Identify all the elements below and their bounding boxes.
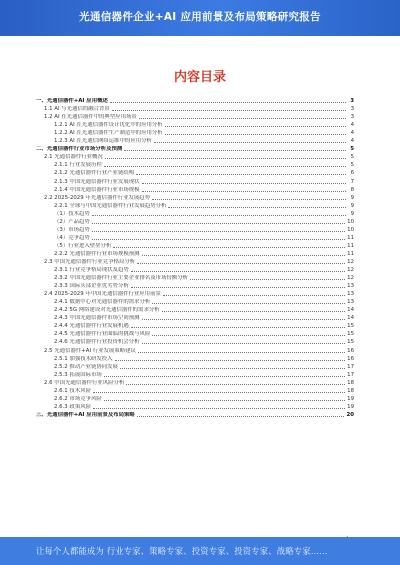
toc-entry[interactable] — [36, 330, 354, 338]
toc-entry-page: 5 — [350, 162, 354, 169]
toc-entry-page: 4 — [350, 122, 354, 129]
toc-entry[interactable] — [36, 411, 354, 419]
toc-entry[interactable] — [36, 129, 354, 137]
toc-entry-page: 15 — [347, 331, 354, 338]
toc-entry-page: 11 — [347, 250, 354, 257]
toc-entry-label: 2.4.3 中国光通信器件市场空间预测 — [54, 315, 140, 322]
toc-entry[interactable] — [36, 161, 354, 169]
toc-entry-page: 3 — [350, 114, 354, 121]
toc-leader-dots — [139, 117, 346, 119]
toc-entry-label: （3）市场趋势 — [54, 226, 90, 233]
toc-entry-label: 1.1 AI 与光通信的融合背景 — [44, 106, 110, 113]
toc-leader-dots — [105, 157, 346, 159]
toc-entry-page: 18 — [347, 379, 354, 386]
toc-entry[interactable] — [36, 395, 354, 403]
toc-leader-dots — [93, 407, 345, 409]
toc-entry[interactable] — [36, 282, 354, 290]
toc-entry-page: 14 — [347, 315, 354, 322]
toc-entry[interactable] — [36, 322, 354, 330]
toc-entry-page: 3 — [350, 106, 354, 113]
report-header-banner — [0, 0, 400, 36]
toc-entry-label: 1.2.1 AI 在光通信器件设计优化中的应用分析 — [54, 122, 163, 129]
toc-entry-page: 17 — [347, 363, 354, 370]
toc-entry[interactable] — [36, 186, 354, 194]
toc-entry-page: 12 — [347, 267, 354, 274]
toc-entry-label: 2.4 2025-2029 年中国光通信器件行业应用前景 — [44, 291, 161, 298]
toc-entry-page: 9 — [350, 202, 354, 209]
toc-entry[interactable] — [36, 403, 354, 411]
toc-leader-dots — [142, 342, 346, 344]
toc-entry-label: 2.1.1 行业发展历程 — [54, 162, 102, 169]
toc-entry-page: 5 — [350, 154, 354, 161]
toc-leader-dots — [92, 222, 345, 224]
toc-entry[interactable] — [36, 145, 354, 153]
toc-entry-label: 一、光通信器件+AI 应用概述 — [36, 98, 108, 105]
toc-entry-label: 三、光通信器件+AI 应用前景及布局策略 — [36, 411, 135, 418]
toc-entry[interactable] — [36, 290, 354, 298]
toc-entry-label: 1.2 AI 在光通信器件中的典型应用场景 — [44, 114, 137, 121]
toc-leader-dots — [92, 238, 345, 240]
toc-leader-dots — [115, 359, 346, 361]
toc-leader-dots — [136, 173, 346, 175]
toc-leader-dots — [142, 182, 346, 184]
toc-entry-page: 14 — [347, 307, 354, 314]
toc-entry[interactable] — [36, 314, 354, 322]
toc-entry-label: 2.3.3 国际头部企业优劣势分析 — [54, 283, 129, 290]
toc-entry-page: 4 — [350, 130, 354, 137]
toc-entry[interactable] — [36, 234, 354, 242]
toc-entry-label: 2.3 中国光通信器件行业竞争格局分析 — [44, 258, 136, 265]
toc-entry-page: 5 — [350, 146, 354, 153]
toc-entry-label: 2.6.1 技术风险 — [54, 387, 91, 394]
toc-leader-dots — [137, 262, 345, 264]
footer-slogan: 让每个人都能成为 行业专家、策略专家、投资专家、投资专家、战略专家…… — [36, 546, 328, 556]
toc-leader-dots — [137, 415, 345, 417]
toc-entry[interactable] — [36, 121, 354, 129]
toc-entry[interactable] — [36, 194, 354, 202]
toc-leader-dots — [131, 270, 345, 272]
toc-entry-page: 9 — [350, 194, 354, 201]
toc-leader-dots — [93, 391, 345, 393]
toc-leader-dots — [152, 334, 345, 336]
toc-entry-page: 7 — [350, 178, 354, 185]
toc-leader-dots — [142, 254, 346, 256]
report-title: 光通信器件企业+AI 应用前景及布局策略研究报告 — [79, 11, 321, 23]
toc-entry-label: 2.6.3 政策风险 — [54, 403, 91, 410]
toc-entry[interactable] — [36, 298, 354, 306]
toc-entry-label: 2.6.2 市场竞争风险 — [54, 395, 102, 402]
toc-entry-page: 20 — [346, 411, 354, 418]
toc-entry-page: 16 — [347, 347, 354, 354]
toc-entry-page: 11 — [347, 242, 354, 249]
toc-entry-label: 1.2.2 AI 在光通信器件生产制造中的应用分析 — [54, 130, 163, 137]
toc-entry-label: 2.2 2025-2029 年光通信器件行业发展趋势 — [44, 194, 151, 201]
toc-entry-page: 9 — [350, 210, 354, 217]
toc-entry-page: 13 — [347, 291, 354, 298]
toc-entry-label: 2.4.5 光通信器件行业面临的挑战与风险 — [54, 331, 151, 338]
toc-entry[interactable] — [36, 137, 354, 145]
toc-entry-page: 11 — [347, 234, 354, 241]
toc-entry-label: （1）技术趋势 — [54, 210, 90, 217]
toc-entry-page: 18 — [347, 387, 354, 394]
toc-leader-dots — [168, 206, 346, 208]
toc-leader-dots — [112, 109, 346, 111]
toc-entry-page: 6 — [350, 170, 354, 177]
toc-leader-dots — [138, 351, 345, 353]
toc-entry[interactable] — [36, 379, 354, 387]
toc-entry-label: 2.4.4 光通信器件行业发展机遇 — [54, 323, 129, 330]
toc-title: 内容目录 — [173, 70, 226, 85]
toc-entry-label: 2.3.1 行业竞争格局现状及趋势 — [54, 267, 129, 274]
toc-entry[interactable] — [36, 363, 354, 371]
toc-leader-dots — [104, 375, 345, 377]
toc-leader-dots — [131, 326, 345, 328]
toc-leader-dots — [152, 198, 346, 200]
toc-entry-label: 2.4.2 5G 网络建设对光通信器件的需求分析 — [54, 307, 160, 314]
toc-entry-page: 8 — [350, 186, 354, 193]
toc-entry-label: 1.2.3 AI 在光通信网络运维中的应用分析 — [54, 138, 152, 145]
toc-entry-page: 15 — [347, 323, 354, 330]
toc-entry-label: 2.2.1 全球与中国光通信器件行业发展趋势分析 — [54, 202, 167, 209]
toc-leader-dots — [163, 294, 345, 296]
toc-entry-label: 2.1.2 光通信器件行业产业链结构 — [54, 170, 135, 177]
toc-entry[interactable] — [36, 306, 354, 314]
toc-entry-page: 19 — [347, 403, 354, 410]
toc-entry-label: 2.5.3 拓展国际市场 — [54, 371, 102, 378]
toc-entry-label: 2.4.1 数据中心对光通信器件的需求分析 — [54, 299, 151, 306]
toc-entry-page: 10 — [347, 218, 354, 225]
toc-entry-page: 10 — [347, 226, 354, 233]
toc-entry-page: 19 — [347, 395, 354, 402]
toc-leader-dots — [126, 383, 345, 385]
toc-entry-label: 2.1.3 中国光通信器件行业发展现状 — [54, 178, 140, 185]
toc-entry-label: （4）竞争趋势 — [54, 234, 90, 241]
toc-entry-page: 4 — [350, 138, 354, 145]
toc-entry[interactable] — [36, 113, 354, 121]
toc-entry-page: 15 — [347, 339, 354, 346]
toc-entry-label: （2）产品趋势 — [54, 218, 90, 225]
toc-entry-label: 2.1 光通信器件行业概况 — [44, 154, 103, 161]
toc-entry-label: 2.4.6 光通信器件行业投资机会分析 — [54, 339, 140, 346]
toc-entry[interactable] — [36, 226, 354, 234]
toc-entry[interactable] — [36, 153, 354, 161]
toc-entry[interactable] — [36, 250, 354, 258]
toc-leader-dots — [110, 101, 346, 103]
table-of-contents — [36, 97, 354, 419]
toc-leader-dots — [124, 149, 346, 151]
toc-leader-dots — [104, 399, 345, 401]
toc-entry[interactable] — [36, 202, 354, 210]
toc-entry[interactable] — [36, 105, 354, 113]
toc-entry[interactable] — [36, 338, 354, 346]
toc-entry-page: 13 — [347, 283, 354, 290]
toc-entry-label: （5）行业进入壁垒分析 — [54, 242, 112, 249]
toc-entry[interactable] — [36, 210, 354, 218]
toc-entry-page: 13 — [347, 299, 354, 306]
toc-entry-label: 2.2.2 光通信器件行业市场规模预测 — [54, 250, 140, 257]
footer-banner — [0, 537, 400, 565]
toc-entry[interactable] — [36, 346, 354, 354]
toc-entry[interactable] — [36, 97, 354, 105]
toc-entry[interactable] — [36, 177, 354, 185]
toc-entry-page: 16 — [347, 355, 354, 362]
toc-leader-dots — [190, 278, 345, 280]
toc-entry-label: 2.1.4 中国光通信器件行业市场规模 — [54, 186, 140, 193]
toc-entry-page: 12 — [347, 258, 354, 265]
toc-leader-dots — [162, 310, 346, 312]
toc-entry-label: 2.5.2 推动产业链协同发展 — [54, 363, 118, 370]
toc-leader-dots — [142, 190, 346, 192]
toc-leader-dots — [92, 230, 345, 232]
toc-leader-dots — [165, 133, 346, 135]
toc-entry[interactable] — [36, 355, 354, 363]
toc-entry[interactable] — [36, 266, 354, 274]
toc-leader-dots — [152, 302, 345, 304]
toc-entry-label: 2.6 中国光通信器件行业风险分析 — [44, 379, 125, 386]
toc-entry[interactable] — [36, 242, 354, 250]
toc-leader-dots — [120, 367, 345, 369]
toc-leader-dots — [104, 165, 346, 167]
toc-leader-dots — [142, 318, 346, 320]
toc-entry-label: 2.3.2 中国光通信器件行业主要企业排名及市场份额分析 — [54, 275, 189, 282]
toc-entry-page: 17 — [347, 371, 354, 378]
toc-entry-page: 12 — [347, 275, 354, 282]
toc-entry[interactable] — [36, 218, 354, 226]
toc-entry-label: 2.5 光通信器件+AI 行业发展策略建议 — [44, 347, 136, 354]
toc-entry[interactable] — [36, 258, 354, 266]
toc-leader-dots — [131, 286, 345, 288]
toc-leader-dots — [113, 246, 345, 248]
toc-entry[interactable] — [36, 274, 354, 282]
toc-leader-dots — [165, 125, 346, 127]
toc-entry[interactable] — [36, 169, 354, 177]
toc-entry-page: 3 — [350, 98, 354, 105]
toc-entry-label: 2.5.1 加强技术研发投入 — [54, 355, 113, 362]
toc-leader-dots — [92, 214, 346, 216]
toc-entry[interactable] — [36, 387, 354, 395]
toc-entry[interactable] — [36, 371, 354, 379]
toc-entry-label: 二、光通信器件行业市场分析及预测 — [36, 146, 123, 153]
toc-leader-dots — [154, 141, 346, 143]
